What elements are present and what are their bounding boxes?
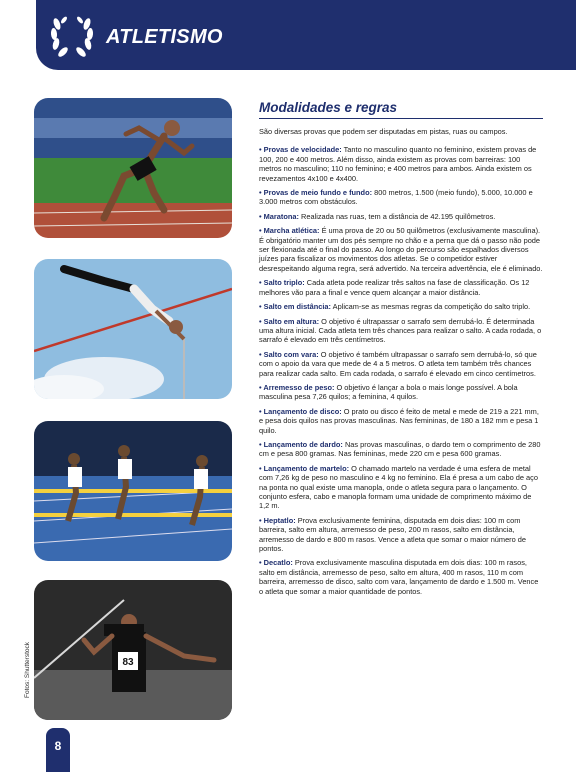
photo-credit: Fotos: Shutterstock [24,642,31,698]
list-item [259,278,543,297]
item-title: • Marcha atlética: [259,226,320,236]
bib-number: 83 [122,657,134,668]
list-item [259,226,543,273]
item-title: • Lançamento de dardo: [259,439,343,449]
item-text: Nas provas masculinas, o dardo tem o comprimento de 280 cm e pesa 800 gramas. Nas femininas, mede 220 cm e pesa 600 gramas. [259,439,541,459]
item-title: • Provas de velocidade: [259,145,342,155]
list-item [259,440,543,459]
list-item [259,516,543,554]
list-item [259,212,543,221]
page-header [36,0,576,70]
item-text: Aplicam-se as mesmas regras da competição do salto triplo. [331,302,531,312]
item-text: O objetivo é lançar a bola o mais longe possível. A bola masculina pesa 7,26 quilos; a feminina, 4 quilos. [259,382,518,402]
item-text: O objetivo é também ultrapassar o sarrafo sem derrubá-lo, só que com o apoio da vara que mede de 4 a 5 metros. O atleta tem também três chances para realizar cada salto. Em cada rodada, o sarrafo é elevado em cinco centímetros. [259,349,537,378]
item-text: Cada atleta pode realizar três saltos na fase de classificação. Os 12 melhores vão para a final e vence quem alcançar a maior distância. [259,278,530,297]
list-item [259,302,543,311]
javelin-photo [34,580,232,720]
list-item [259,350,543,378]
item-text: 800 metros, 1.500 (meio fundo), 5.000, 10.000 e 3.000 metros com obstáculos. [259,188,533,207]
list-item [259,407,543,435]
item-text: Tanto no masculino quanto no feminino, existem provas de 100, 200 e 400 metros. Além disso, ainda existem as provas com barreiras: 100 metros no masculino; 110 no feminino; e 400 metros para ambos. Ainda existem os revezamentos 4x100 e 4x400. [259,145,537,183]
pole-vault-photo [34,259,232,399]
main-content [259,100,543,601]
laurel-wreath-icon [48,10,96,60]
item-title: • Salto triplo: [259,278,305,288]
item-text: Prova exclusivamente feminina, disputada em dois dias: 100 m com barreira, salto em altura, arremesso de peso, 200 m rasos, salto em distância, arremesso de dardo e 800 m rasos. Vence a atleta que somar o maior número de pontos. [259,515,527,554]
section-title: Modalidades e regras [259,100,543,119]
item-text: O chamado martelo na verdade é uma esfera de metal com 7,26 kg de peso no masculino e 4 kg no feminino. Ela é presa a um cabo de aço na ponta no qual existe uma manopla, onde o atleta segura para o lançamento. O conjunto esfera, cabo e manopla formam uma unidade de comprimento máximo de 1,2 m. [259,463,538,511]
item-title: • Salto com vara: [259,349,319,359]
item-text: É uma prova de 20 ou 50 quilômetros (exclusivamente masculina). É obrigatório manter um dos pés sempre no chão e a perna que dá o passo não pode ser flexionada até o final do passo. Ao longo do percurso são espalhados diversos juízes para fiscalizar os movimentos dos atletas. Se o competidor estiver desrespeitando alguma regra, será advertido. Na terceira advertência, ele é eliminado. [259,226,543,273]
page-number-tab [46,728,70,772]
item-title: • Salto em altura: [259,316,320,326]
sprinter-photo [34,98,232,238]
list-item [259,383,543,402]
item-text: Prova exclusivamente masculina disputada em dois dias: 100 m rasos, salto em distância, arremesso de peso, salto em altura, 400 m rasos, 110 m com barreira, arremesso de disco, salto com vara, lançamento de dardo e 1.500 m. Vence o atleta que somar a maior quantidade de pontos. [259,558,539,596]
item-title: • Decatlo: [259,558,293,568]
item-text: O objetivo é ultrapassar o sarrafo sem derrubá-lo. É determinada uma altura inicial. Cada atleta tem três chances para realizar o salto. A cada rodada, o sarrafo é elevado em três centímetros. [259,316,542,345]
intro-text: São diversas provas que podem ser disputadas em pistas, ruas ou campos. [259,127,508,136]
item-text: O prato ou disco é feito de metal e mede de 219 a 221 mm, e pesa dois quilos nas provas masculinas. Nas femininas, de 180 a 182 mm e pesa 1 quilo. [259,406,539,435]
page-number: 8 [54,739,62,753]
item-title: • Lançamento de martelo: [259,463,350,473]
item-title: • Lançamento de disco: [259,406,342,416]
item-title: • Maratona: [259,211,299,221]
item-title: • Heptatlo: [259,515,296,525]
list-item [259,317,543,345]
list-item [259,464,543,511]
item-title: • Salto em distância: [259,302,331,312]
list-item [259,558,543,596]
page-title: ATLETISMO [106,26,223,48]
item-title: • Provas de meio fundo e fundo: [259,188,373,198]
item-title: • Arremesso de peso: [259,382,335,392]
list-item [259,188,543,207]
list-item [259,145,543,183]
hurdles-photo [34,421,232,561]
item-text: Realizada nas ruas, tem a distância de 42.195 quilômetros. [298,211,496,221]
